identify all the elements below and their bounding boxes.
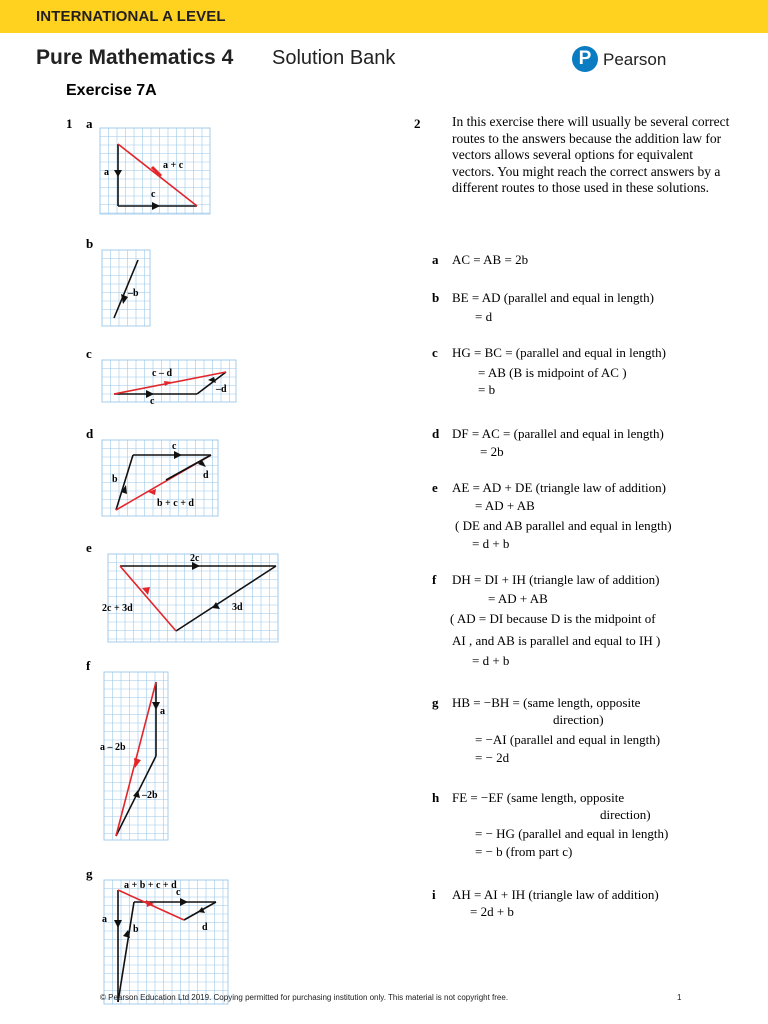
q2-part-g-label: g	[432, 695, 439, 710]
q2-part-h-line-4: = − b (from part c)	[475, 844, 573, 859]
footer-copyright: © Pearson Education Ltd 2019. Copying permitted for purchasing institution only. This material is not copyright free.	[100, 993, 509, 1002]
exercise-title: Exercise 7A	[66, 82, 157, 99]
q2-part-a-label: a	[432, 252, 439, 267]
q2-part-g-line-4: = − 2d	[475, 750, 510, 765]
q1d-arrow-c	[174, 451, 182, 459]
q2-part-f-line-2: = AD + AB	[488, 591, 548, 606]
q1f-diagram	[100, 672, 170, 842]
q2-part-c-line-2: = AB (B is midpoint of AC )	[478, 365, 627, 380]
q2-part-b-line-2: = d	[475, 309, 493, 324]
q1a-label-c: c	[151, 189, 156, 200]
q1c-label-cd: c – d	[152, 368, 172, 379]
q2-part-c-line-3: = b	[478, 382, 496, 397]
q2-part-f-line-1: DH = DI + IH (triangle law of addition)	[452, 572, 660, 587]
q2-part-h-line-1: FE = −EF (same length, opposite	[452, 790, 625, 805]
q1d-label-bcd: b + c + d	[157, 498, 194, 509]
q1-part-g-label: g	[86, 866, 93, 881]
q1a-arrow-a	[114, 170, 122, 177]
q2-part-c-label: c	[432, 345, 438, 360]
q1e-label-3d: 3d	[232, 602, 243, 613]
top-banner	[0, 0, 768, 33]
q2-part-d-line-2: = 2b	[480, 444, 504, 459]
q1f-label-2b: –2b	[142, 790, 158, 801]
q1c-diagram	[102, 360, 238, 407]
pearson-logo	[572, 46, 672, 76]
q2-part-e-line-4: = d + b	[472, 536, 510, 551]
q1d-label-d: d	[203, 470, 209, 481]
q1-part-b-label: b	[86, 236, 94, 251]
q1e-label-2c3d: 2c + 3d	[102, 603, 133, 614]
q2-part-h-label: h	[432, 790, 440, 805]
q1-part-d-label: d	[86, 426, 94, 441]
q2-part-g-line-1: HB = −BH = (same length, opposite	[452, 695, 641, 710]
q1c-label-d: –d	[216, 384, 227, 395]
q2-intro: In this exercise there will usually be several correct routes to the answers because the addition law for vectors allows several options for equivalent vectors. You might reach the correct answers by a different routes to those used in these solutions.	[452, 114, 730, 195]
q1a-label-a: a	[104, 167, 109, 178]
q1b-arrow	[121, 294, 128, 304]
q2-part-d-line-1: DF = AC = (parallel and equal in length)	[452, 426, 664, 441]
q2-part-f-line-5: = d + b	[472, 653, 510, 668]
q2-part-b-line-1: BE = AD (parallel and equal in length)	[452, 290, 654, 305]
q1g-vector-b	[118, 902, 134, 1002]
q1d-label-b: b	[112, 474, 118, 485]
q2-part-f-label: f	[432, 572, 437, 587]
q1g-label-b: b	[133, 924, 139, 935]
q2-part-h-line-3: = − HG (parallel and equal in length)	[475, 826, 669, 841]
q1e-diagram	[102, 553, 280, 644]
question-2-number: 2	[414, 116, 421, 131]
book-subtitle: Solution Bank	[272, 47, 396, 69]
q1g-label-c: c	[176, 887, 181, 898]
question-1-number: 1	[66, 116, 73, 131]
grid-border	[104, 880, 228, 1004]
q1d-label-c: c	[172, 441, 177, 452]
level-label: INTERNATIONAL A LEVEL	[36, 8, 226, 25]
q2-part-e-line-3: ( DE and AB parallel and equal in length)	[455, 518, 672, 533]
q2-part-e-label: e	[432, 480, 438, 495]
q2-part-h-line-2: direction)	[600, 807, 651, 822]
q1-part-f-label: f	[86, 658, 91, 673]
q2-part-e-line-2: = AD + AB	[475, 498, 535, 513]
q2-part-i-line-1: AH = AI + IH (triangle law of addition)	[452, 887, 659, 902]
q2-part-a-line-1: AC = AB = 2b	[452, 252, 529, 267]
q1-part-e-label: e	[86, 540, 92, 555]
q1f-label-a: a	[160, 706, 165, 717]
q2-part-c-line-1: HG = BC = (parallel and equal in length)	[452, 345, 666, 360]
q2-part-i-label: i	[432, 887, 436, 902]
q2-part-b-label: b	[432, 290, 440, 305]
q2-part-f-line-4: AI , and AB is parallel and equal to IH )	[452, 633, 661, 648]
q1g-diagram	[104, 880, 230, 1006]
q1d-diagram	[102, 440, 220, 518]
q1e-label-2c: 2c	[190, 553, 200, 564]
q2-part-f-line-3: ( AD = DI because D is the midpoint of	[450, 611, 656, 626]
q1b-label: –b	[128, 288, 139, 299]
q1g-label-a: a	[102, 914, 107, 925]
q1b-diagram	[102, 250, 152, 328]
pearson-wordmark: Pearson	[603, 50, 667, 69]
q1f-label-a2b: a – 2b	[100, 742, 126, 753]
q2-part-g-line-3: = −AI (parallel and equal in length)	[475, 732, 661, 747]
q1g-arrow-c	[180, 898, 188, 906]
q2-part-e-line-1: AE = AD + DE (triangle law of addition)	[452, 480, 666, 495]
q2-part-i-line-2: = 2d + b	[470, 904, 514, 919]
q1g-label-abcd: a + b + c + d	[124, 880, 177, 891]
q1-part-a-label: a	[86, 116, 93, 131]
q1g-label-d: d	[202, 922, 208, 933]
page-number: 1	[677, 993, 682, 1002]
book-title: Pure Mathematics 4	[36, 46, 234, 69]
q1f-arrow-a2b	[134, 758, 141, 768]
grid-border	[102, 360, 236, 402]
q1c-label-c: c	[150, 396, 155, 407]
q1a-label-a-plus-c: a + c	[163, 160, 184, 171]
pearson-mark-icon: P	[572, 46, 598, 72]
q2-part-g-line-2: direction)	[553, 712, 604, 727]
q2-part-d-label: d	[432, 426, 440, 441]
q1a-arrow-c	[152, 202, 160, 210]
q1a-diagram	[100, 128, 212, 216]
q1-part-c-label: c	[86, 346, 92, 361]
